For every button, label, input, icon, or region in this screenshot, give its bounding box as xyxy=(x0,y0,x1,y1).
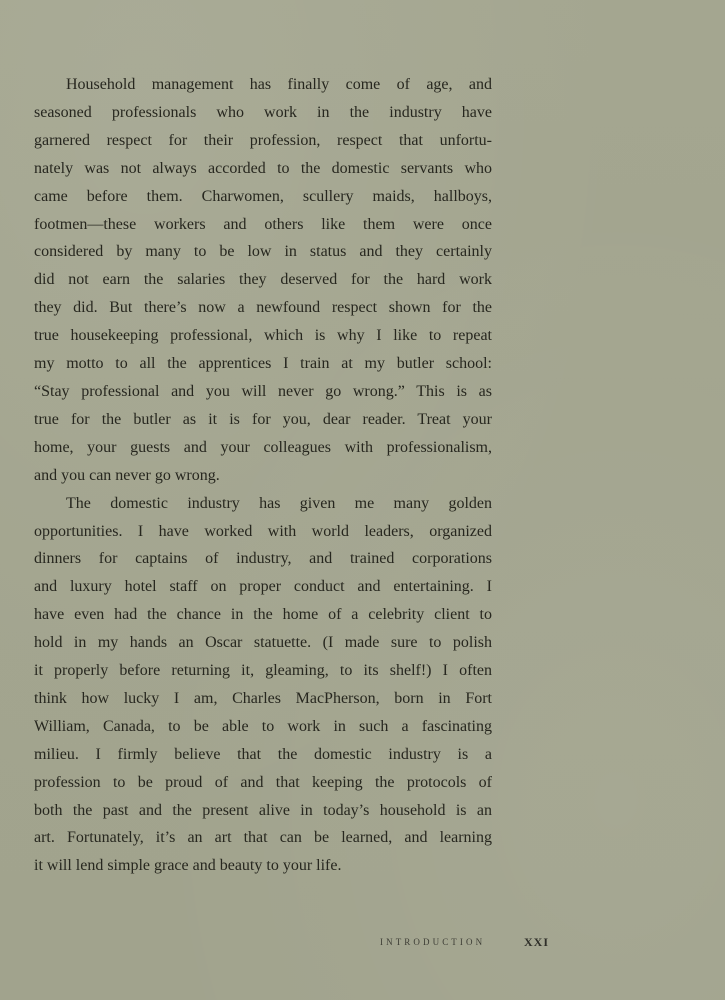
text-line: milieu. I firmly believe that the domestic industry is a xyxy=(34,745,492,763)
text-line: William, Canada, to be able to work in such a fascinating xyxy=(34,717,492,735)
text-line: profession to be proud of and that keeping the protocols of xyxy=(34,773,492,791)
text-line: nately was not always accorded to the domestic servants who xyxy=(34,159,492,177)
text-line: home, your guests and your colleagues with professionalism, xyxy=(34,438,492,456)
text-line: my motto to all the apprentices I train at my butler school: xyxy=(34,355,492,373)
text-line: footmen—these workers and others like them were once xyxy=(34,215,492,233)
text-line: considered by many to be low in status and they certainly xyxy=(34,243,492,261)
text-line: opportunities. I have worked with world leaders, organized xyxy=(34,522,492,540)
text-line: think how lucky I am, Charles MacPherson, born in Fort xyxy=(34,689,492,707)
text-line: and you can never go wrong. xyxy=(34,466,220,484)
text-line: “Stay professional and you will never go wrong.” This is as xyxy=(34,382,492,400)
text-line: came before them. Charwomen, scullery maids, hallboys, xyxy=(34,187,492,205)
text-line: they did. But there’s now a newfound respect shown for the xyxy=(34,299,492,317)
text-line: it will lend simple grace and beauty to your life. xyxy=(34,857,342,875)
text-line: true housekeeping professional, which is why I like to repeat xyxy=(34,327,492,345)
text-line: both the past and the present alive in today’s household is an xyxy=(34,801,492,819)
text-line: and luxury hotel staff on proper conduct and entertaining. I xyxy=(34,578,492,596)
page-footer xyxy=(0,935,725,951)
text-line: dinners for captains of industry, and trained corporations xyxy=(34,550,492,568)
text-line: hold in my hands an Oscar statuette. (I made sure to polish xyxy=(34,634,492,652)
text-line: true for the butler as it is for you, dear reader. Treat your xyxy=(34,410,492,428)
body-text xyxy=(34,71,492,880)
text-line: garnered respect for their profession, respect that unfortu- xyxy=(34,131,492,149)
paragraph-1 xyxy=(34,71,492,490)
paragraph-2 xyxy=(34,490,492,881)
page-number: XXI xyxy=(524,935,550,949)
section-label: INTRODUCTION xyxy=(380,937,486,947)
text-line: seasoned professionals who work in the industry have xyxy=(34,103,492,121)
text-line: The domestic industry has given me many golden xyxy=(66,494,492,512)
text-line: did not earn the salaries they deserved for the hard work xyxy=(34,271,492,289)
text-line: it properly before returning it, gleaming, to its shelf!) I often xyxy=(34,662,492,680)
text-line: art. Fortunately, it’s an art that can be learned, and learning xyxy=(34,829,492,847)
text-line: Household management has finally come of age, and xyxy=(66,76,492,93)
text-line: have even had the chance in the home of a celebrity client to xyxy=(34,606,492,624)
